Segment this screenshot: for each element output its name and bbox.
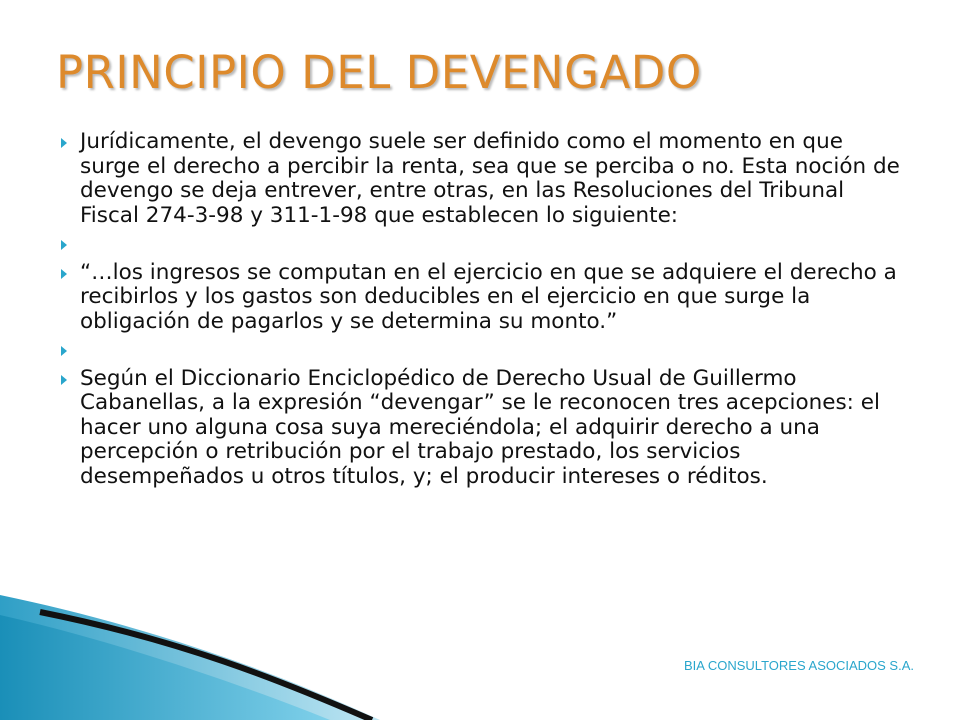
triangle-right-icon bbox=[61, 269, 67, 279]
triangle-right-icon bbox=[61, 138, 67, 148]
triangle-right-icon bbox=[61, 240, 67, 250]
triangle-right-icon bbox=[61, 346, 67, 356]
bullet-text: “…los ingresos se computan en el ejercicio en que se adquiere el derecho a recibirlos y los gastos son deducibles en el ejercicio en que surge la obligación de pagarlos y se determina su monto.” bbox=[80, 259, 897, 334]
bullet-item bbox=[56, 261, 906, 335]
bullet-item-empty bbox=[56, 338, 906, 363]
slide-title: PRINCIPIO DEL DEVENGADO bbox=[56, 46, 702, 99]
bullet-list bbox=[56, 130, 906, 493]
bullet-text: Jurídicamente, el devengo suele ser definido como el momento en que surge el derecho a percibir la renta, sea que se perciba o no. Esta noción de devengo se deja entrever, entre otras, en las Resoluciones del Tribunal Fiscal 274-3-98 y 311-1-98 que establecen lo siguiente: bbox=[80, 129, 900, 228]
bullet-item bbox=[56, 130, 906, 228]
bullet-item-empty bbox=[56, 232, 906, 257]
bullet-item bbox=[56, 367, 906, 490]
triangle-right-icon bbox=[61, 375, 67, 385]
bullet-text: Según el Diccionario Enciclopédico de Derecho Usual de Guillermo Cabanellas, a la expresión “devengar” se le reconocen tres acepciones: el hacer uno alguna cosa suya mereciéndola; el adquirir derecho a una percepción o retribución por el trabajo prestado, los servicios desempeñados u otros títulos, y; el producir intereses o réditos. bbox=[80, 365, 880, 489]
footer-company-name: BIA CONSULTORES ASOCIADOS S.A. bbox=[684, 658, 914, 673]
